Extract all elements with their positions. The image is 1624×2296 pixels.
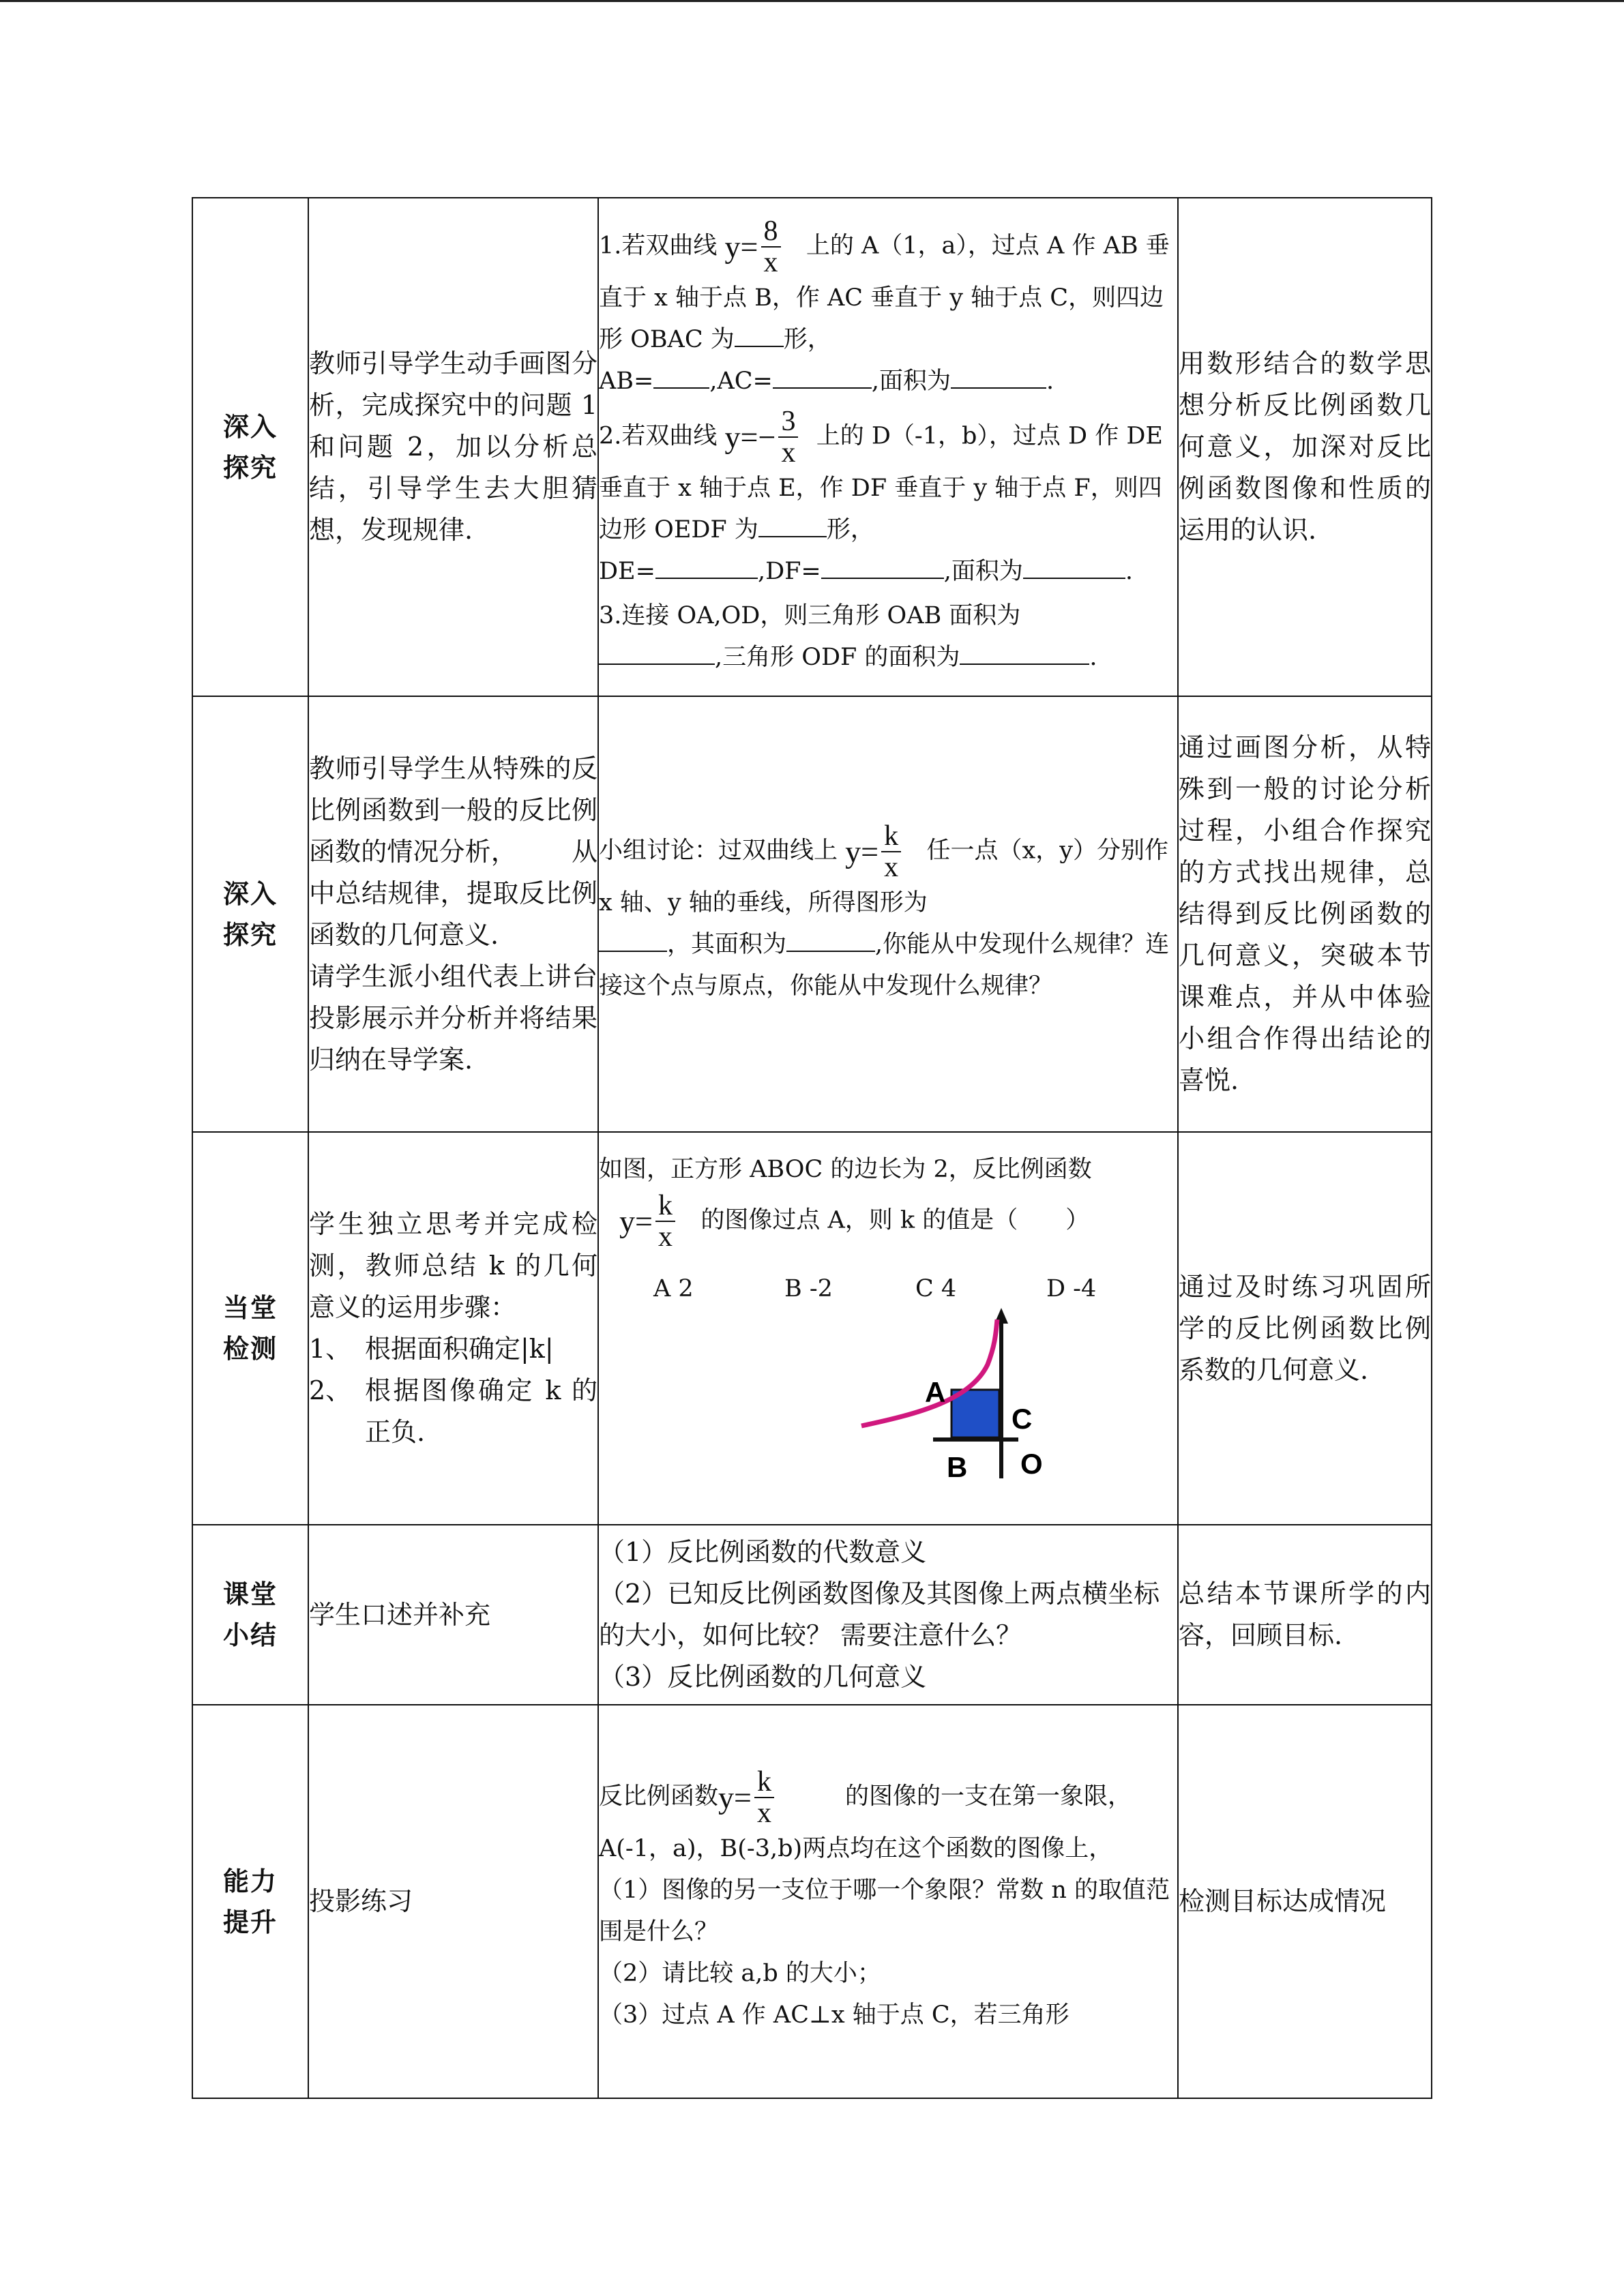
label-a: A — [925, 1376, 946, 1408]
table-row — [192, 198, 1432, 696]
question-3: 3.连接 OA,OD，则三角形 OAB 面积为 ,三角形 ODF 的面积为 . — [599, 601, 1097, 671]
label-b: B — [947, 1451, 968, 1483]
label-c: C — [1012, 1403, 1033, 1435]
option-d: D -4 — [1046, 1275, 1097, 1302]
page-top-border — [0, 0, 1624, 2]
table-row — [192, 1525, 1432, 1705]
teacher-activity-text: 教师引导学生从特殊的反比例函数到一般的反比例函数的情况分析， 从中总结规律，提取反比例函数的几何意义. — [309, 753, 597, 950]
stage-label-line2: 小结 — [222, 1620, 278, 1650]
question-1: 1.若双曲线 y= $\frac{8}{x}$ 上的 A（1，a），过点 A 作 AB 垂直于 x 轴于点 B，作 AC 垂直于 y 轴于点 C，则四边形 OBAC 为 形， AB= ,AC= ,面积为 . — [599, 215, 1170, 395]
design-purpose-text: 用数形结合的数学思想分析反比例函数几何意义，加深对反比例函数图像和性质的运用的认识. — [1179, 348, 1431, 545]
teacher-activity-text: 学生独立思考并完成检测，教师总结 k 的几何意义的运用步骤： — [309, 1209, 597, 1322]
teacher-activity-text: 投影练习 — [309, 1886, 413, 1916]
teacher-step: 2、 根据图像确定 k 的正负. — [309, 1375, 597, 1447]
answer-blank — [735, 325, 784, 347]
design-purpose-cell — [1178, 1705, 1432, 2098]
table-row — [192, 1705, 1432, 2098]
answer-blank — [599, 930, 667, 952]
answer-blank — [821, 557, 944, 579]
design-purpose-text: 通过画图分析，从特殊到一般的讨论分析过程，小组合作探究的方式找出规律，总结得到反比例函数的几何意义，突破本节课难点，并从中体验小组合作得出结论的喜悦. — [1179, 732, 1431, 1095]
design-purpose-cell — [1178, 1132, 1432, 1525]
fraction-k-over-x: $\frac{k}{x}$ — [754, 1767, 774, 1828]
fraction-k-over-x: $\frac{k}{x}$ — [655, 1191, 675, 1252]
stage-label-line2: 提升 — [222, 1907, 278, 1937]
answer-blank — [960, 643, 1089, 665]
stage-label-line1: 深入 — [222, 411, 278, 442]
teacher-activity-cell — [308, 1705, 598, 2098]
answer-blank — [951, 367, 1046, 389]
stage-label-line1: 能力 — [222, 1866, 278, 1896]
answer-blank — [599, 643, 715, 665]
stage-label-line1: 课堂 — [222, 1579, 278, 1609]
option-a: A 2 — [653, 1275, 694, 1302]
question-2: 2.若双曲线 y=− $\frac{3}{x}$ 上的 D（-1，b），过点 D 作 DE 垂直于 x 轴于点 E，作 DF 垂直于 y 轴于点 F，则四边形 OEDF 为 形， DE= ,DF= ,面积为 . — [599, 405, 1163, 585]
quiz-figure — [599, 1310, 1177, 1508]
summary-item: （3）反比例函数的几何意义 — [599, 1662, 927, 1692]
fraction-k-over-x: $\frac{k}{x}$ — [881, 821, 901, 882]
fraction-3-over-x: $\frac{3}{x}$ — [778, 406, 798, 468]
ability-line: （1）图像的另一支位于哪一个象限？常数 n 的取值范围是什么？ — [599, 1877, 1170, 1945]
design-purpose-text: 总结本节课所学的内容，回顾目标. — [1179, 1579, 1431, 1650]
answer-blank — [655, 557, 758, 579]
teacher-activity-cell — [308, 1132, 598, 1525]
teacher-activity-text-2: 请学生派小组代表上讲台投影展示并分析并将结果归纳在导学案. — [309, 961, 597, 1075]
table-row — [192, 696, 1432, 1132]
stage-label-line2: 探究 — [222, 452, 278, 483]
square-hyperbola-figure — [858, 1277, 1063, 1509]
student-task-cell — [598, 696, 1178, 1132]
ability-line: （3）过点 A 作 AC⊥x 轴于点 C，若三角形 — [599, 2001, 1069, 2029]
answer-blank — [773, 367, 872, 389]
stage-cell — [192, 198, 308, 696]
teacher-activity-text: 教师引导学生动手画图分析，完成探究中的问题 1 和问题 2，加以分析总结，引导学生去大胆猜想，发现规律. — [309, 348, 597, 545]
teacher-step: 1、 根据面积确定|k| — [309, 1334, 554, 1364]
answer-blank — [786, 930, 875, 952]
option-b: B -2 — [784, 1275, 833, 1302]
stage-cell — [192, 1132, 308, 1525]
student-task-cell — [598, 198, 1178, 696]
teacher-activity-cell — [308, 198, 598, 696]
option-c: C 4 — [915, 1275, 957, 1302]
ability-question: 反比例函数y= $\frac{k}{x}$ 的图像的一支在第一象限， — [599, 1766, 1132, 1829]
table-row — [192, 1132, 1432, 1525]
quiz-question: 如图，正方形 ABOC 的边长为 2，反比例函数 y= $\frac{k}{x}$ 的图像过点 A，则 k 的值是（ ） — [599, 1156, 1092, 1253]
stage-cell — [192, 1705, 308, 2098]
design-purpose-cell — [1178, 696, 1432, 1132]
stage-label-line1: 深入 — [222, 878, 278, 909]
answer-blank — [1023, 557, 1125, 579]
label-o: O — [1020, 1448, 1043, 1480]
design-purpose-cell — [1178, 1525, 1432, 1705]
ability-line: A(-1，a)，B(-3,b)两点均在这个函数的图像上， — [599, 1835, 1113, 1862]
student-task-cell — [598, 1525, 1178, 1705]
fraction-8-over-x: $\frac{8}{x}$ — [761, 216, 781, 278]
design-purpose-text: 检测目标达成情况 — [1179, 1886, 1387, 1916]
answer-blank — [758, 516, 827, 537]
group-discussion-task: 小组讨论：过双曲线上 y= $\frac{k}{x}$ 任一点（x，y）分别作 x 轴、y 轴的垂线，所得图形为 ，其面积为 ,你能从中发现什么规律？连接这个点与原点，你能从中发现什么规律？ — [599, 820, 1170, 1000]
student-task-cell — [598, 1132, 1178, 1525]
teacher-activity-cell — [308, 1525, 598, 1705]
answer-blank — [653, 367, 709, 389]
stage-label-line2: 检测 — [222, 1334, 278, 1364]
student-task-cell — [598, 1705, 1178, 2098]
stage-cell — [192, 696, 308, 1132]
design-purpose-cell — [1178, 198, 1432, 696]
stage-label-line1: 当堂 — [222, 1293, 278, 1323]
stage-label-line2: 探究 — [222, 919, 278, 950]
summary-item: （2）已知反比例函数图像及其图像上两点横坐标的大小，如何比较？ 需要注意什么？ — [599, 1579, 1160, 1650]
teacher-activity-cell — [308, 696, 598, 1132]
teacher-activity-text: 学生口述并补充 — [309, 1599, 491, 1630]
summary-item: （1）反比例函数的代数意义 — [599, 1537, 927, 1567]
lesson-plan-table — [192, 197, 1432, 2099]
ability-line: （2）请比较 a,b 的大小； — [599, 1960, 881, 1987]
design-purpose-text: 通过及时练习巩固所学的反比例函数比例系数的几何意义. — [1179, 1271, 1431, 1385]
stage-cell — [192, 1525, 308, 1705]
